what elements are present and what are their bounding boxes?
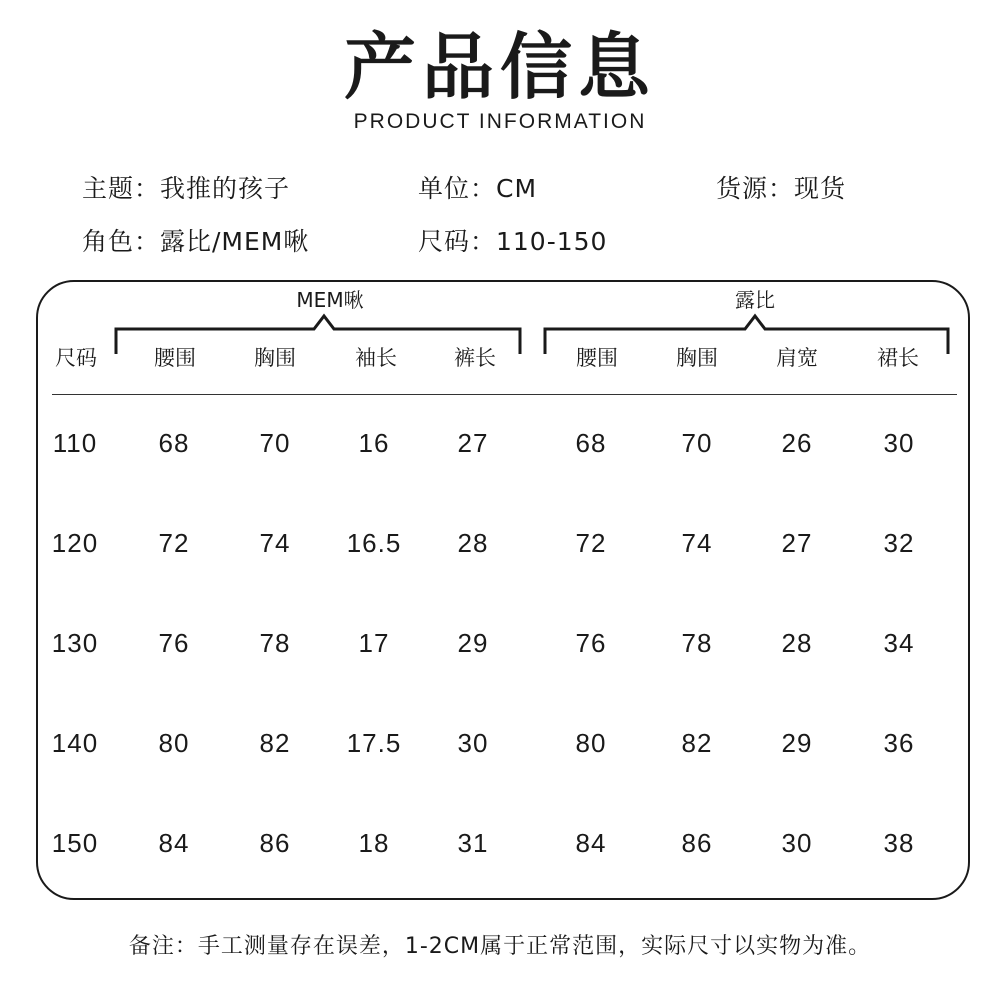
info-source: 货源：现货: [716, 174, 847, 203]
cell-value: 84: [575, 828, 607, 858]
header-divider: [52, 394, 957, 395]
cell-value: 68: [575, 428, 607, 458]
cell-value: 76: [158, 628, 190, 658]
cell-value: 27: [781, 528, 813, 558]
cell-size: 120: [51, 528, 99, 558]
page-title: 产品信息: [343, 25, 656, 109]
cell-value: 31: [457, 828, 489, 858]
header-ruby-chest: 胸围: [676, 346, 718, 370]
page-subtitle: PRODUCT INFORMATION: [353, 110, 647, 133]
cell-value: 28: [457, 528, 489, 558]
cell-value: 30: [883, 428, 915, 458]
cell-value: 70: [681, 428, 713, 458]
cell-value: 29: [781, 728, 813, 758]
header-size: 尺码: [55, 346, 97, 370]
cell-value: 82: [259, 728, 291, 758]
cell-value: 72: [158, 528, 190, 558]
cell-size: 150: [51, 828, 99, 858]
cell-value: 86: [259, 828, 291, 858]
cell-value: 29: [457, 628, 489, 658]
cell-value: 82: [681, 728, 713, 758]
cell-value: 28: [781, 628, 813, 658]
cell-value: 68: [158, 428, 190, 458]
group-label-ruby: 露比: [735, 288, 775, 312]
header-ruby-shoulder: 肩宽: [776, 346, 818, 370]
cell-value: 84: [158, 828, 190, 858]
cell-value: 38: [883, 828, 915, 858]
header-ruby-waist: 腰围: [576, 346, 618, 370]
info-role: 角色：露比/MEM啾: [82, 227, 310, 256]
cell-value: 34: [883, 628, 915, 658]
cell-value: 72: [575, 528, 607, 558]
size-table-frame: [36, 280, 970, 900]
cell-value: 18: [358, 828, 390, 858]
cell-value: 16.5: [346, 528, 402, 558]
cell-value: 16: [358, 428, 390, 458]
info-size-range: 尺码：110-150: [418, 227, 608, 256]
cell-value: 17.5: [346, 728, 402, 758]
cell-value: 32: [883, 528, 915, 558]
cell-value: 80: [575, 728, 607, 758]
table-row: [0, 723, 1000, 763]
table-row: [0, 523, 1000, 563]
cell-value: 26: [781, 428, 813, 458]
group-label-mem: MEM啾: [296, 288, 364, 312]
table-row: [0, 823, 1000, 863]
cell-value: 70: [259, 428, 291, 458]
cell-value: 80: [158, 728, 190, 758]
cell-value: 36: [883, 728, 915, 758]
cell-value: 86: [681, 828, 713, 858]
table-row: [0, 423, 1000, 463]
cell-value: 74: [681, 528, 713, 558]
header-mem-sleeve: 袖长: [355, 346, 397, 370]
cell-value: 30: [457, 728, 489, 758]
cell-size: 110: [52, 428, 98, 458]
footnote: 备注：手工测量存在误差，1-2CM属于正常范围，实际尺寸以实物为准。: [128, 934, 872, 959]
table-row: [0, 623, 1000, 663]
cell-value: 78: [259, 628, 291, 658]
cell-size: 140: [51, 728, 99, 758]
cell-value: 74: [259, 528, 291, 558]
header-mem-pants: 裤长: [454, 346, 496, 370]
cell-value: 17: [358, 628, 390, 658]
info-unit: 单位：CM: [418, 174, 538, 203]
cell-value: 30: [781, 828, 813, 858]
cell-value: 76: [575, 628, 607, 658]
header-ruby-skirt: 裙长: [877, 346, 919, 370]
header-mem-chest: 胸围: [254, 346, 296, 370]
header-mem-waist: 腰围: [154, 346, 196, 370]
info-theme: 主题：我推的孩子: [82, 174, 291, 203]
cell-value: 27: [457, 428, 489, 458]
cell-size: 130: [51, 628, 99, 658]
cell-value: 78: [681, 628, 713, 658]
